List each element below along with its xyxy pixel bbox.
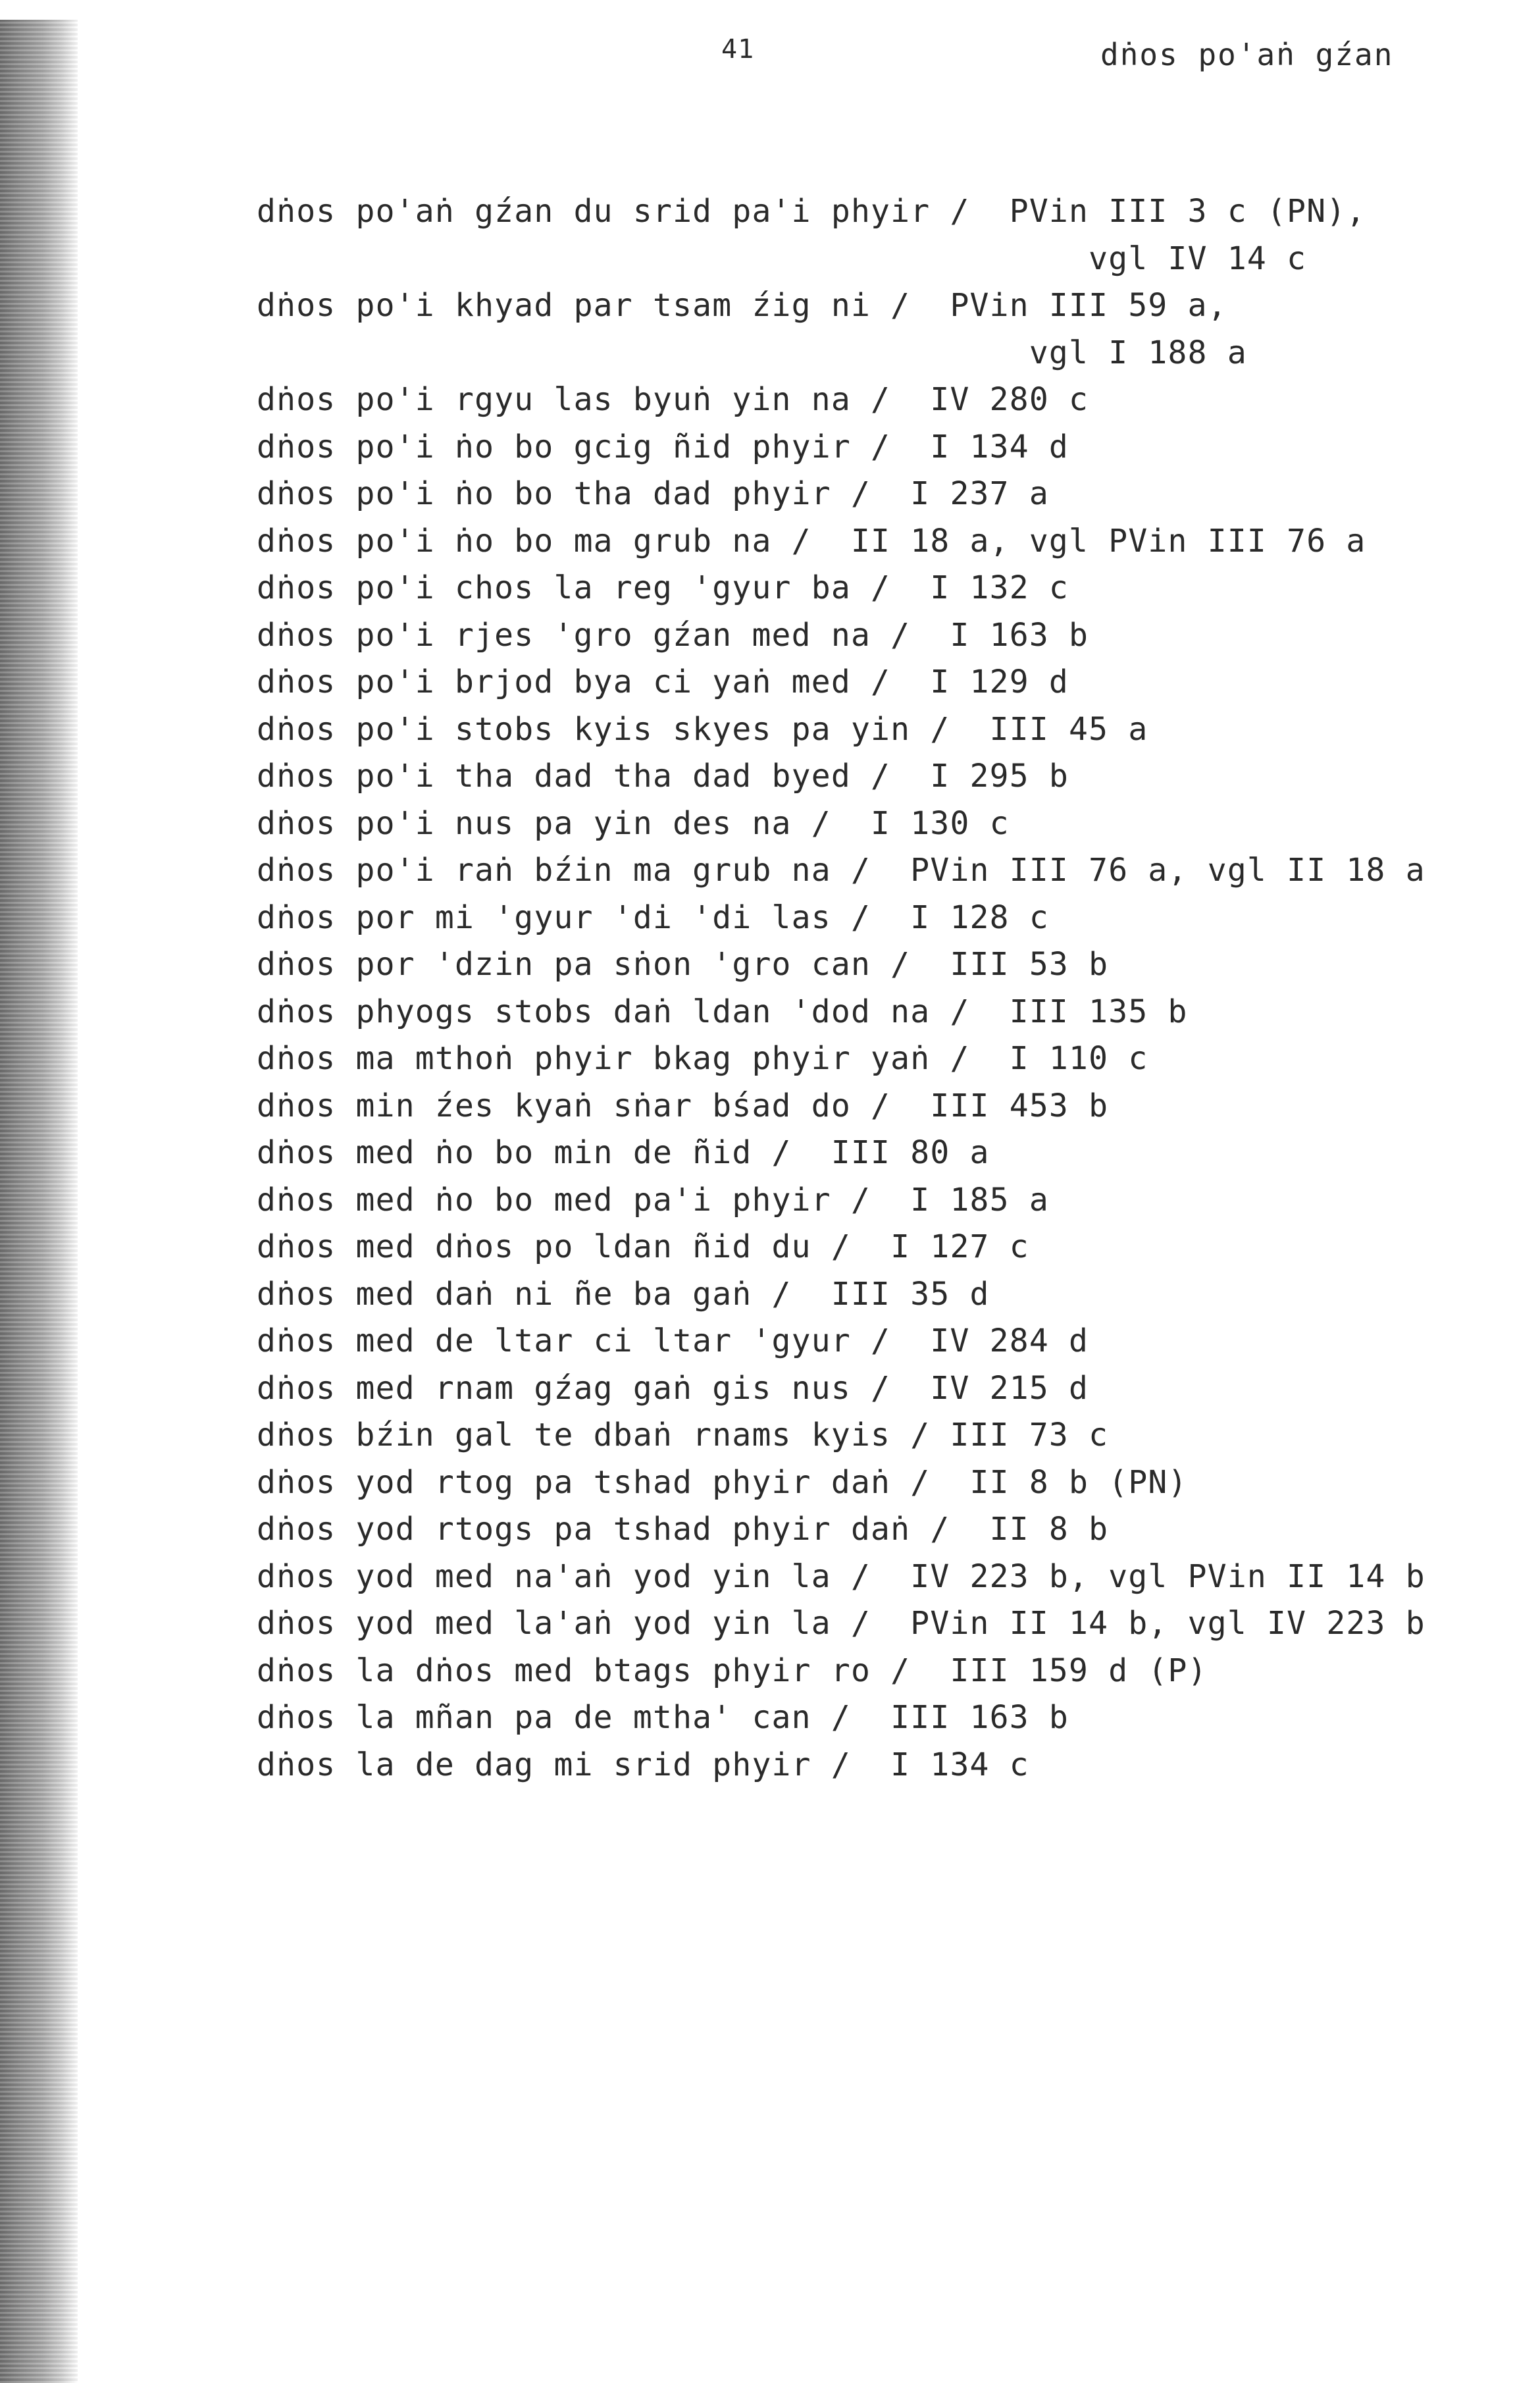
index-entry: dṅos med rnam gźag gaṅ gis nus / IV 215 d (257, 1369, 1089, 1407)
index-entry: dṅos ma mthoṅ phyir bkag phyir yaṅ / I 110 c (257, 1040, 1148, 1077)
index-entry: dṅos po'i nus pa yin des na / I 130 c (257, 804, 1010, 842)
index-entry: dṅos po'i ṅo bo tha dad phyir / I 237 a (257, 475, 1049, 512)
index-entry: dṅos po'i tha dad tha dad byed / I 295 b (257, 758, 1069, 795)
index-entry: dṅos po'i chos la reg 'gyur ba / I 132 c (257, 569, 1069, 606)
index-entry: dṅos por mi 'gyur 'di 'di las / I 128 c (257, 899, 1049, 936)
index-entry: dṅos po'i ṅo bo ma grub na / II 18 a, vgl PVin III 76 a (257, 522, 1366, 560)
index-entry: dṅos bźin gal te dbaṅ rnams kyis / III 73 c (257, 1417, 1109, 1453)
index-entry: dṅos po'i khyad par tsam źig ni / PVin III 59 a, (257, 287, 1227, 324)
index-entry-continuation: vgl I 188 a (257, 334, 1247, 371)
index-entry: dṅos po'i rjes 'gro gźan med na / I 163 b (257, 616, 1089, 654)
index-entry: dṅos po'i rgyu las byuṅ yin na / IV 280 c (257, 381, 1089, 418)
index-entry: dṅos med ṅo bo med pa'i phyir / I 185 a (257, 1181, 1049, 1218)
page-number: 41 (721, 34, 755, 65)
scan-shadow-edge (0, 20, 78, 2383)
index-entry: dṅos med daṅ ni ñe ba gaṅ / III 35 d (257, 1275, 990, 1313)
index-entry: dṅos po'i brjod bya ci yaṅ med / I 129 d (257, 664, 1069, 700)
index-entry: dṅos med dṅos po ldan ñid du / I 127 c (257, 1228, 1029, 1265)
index-entry: dṅos la mñan pa de mtha' can / III 163 b (257, 1699, 1069, 1736)
index-entry: dṅos yod med la'aṅ yod yin la / PVin II 14 b, vgl IV 223 b (257, 1605, 1425, 1642)
index-entry: dṅos la dṅos med btags phyir ro / III 159 d (P) (257, 1652, 1208, 1689)
index-entry: dṅos po'i raṅ bźin ma grub na / PVin III 76 a, vgl II 18 a (257, 852, 1425, 889)
index-entry: dṅos yod med na'aṅ yod yin la / IV 223 b, vgl PVin II 14 b (257, 1558, 1425, 1595)
index-entry: dṅos la de dag mi srid phyir / I 134 c (257, 1746, 1029, 1783)
index-entry-continuation: vgl IV 14 c (257, 240, 1307, 277)
index-entry: dṅos po'i stobs kyis skyes pa yin / III 45 a (257, 710, 1148, 748)
index-entry: dṅos po'i ṅo bo gcig ñid phyir / I 134 d (257, 428, 1069, 465)
index-entry: dṅos yod rtogs pa tshad phyir daṅ / II 8 b (257, 1511, 1109, 1548)
index-entry: dṅos por 'dzin pa sṅon 'gro can / III 53 b (257, 946, 1109, 983)
index-entry: dṅos po'aṅ gźan du srid pa'i phyir / PVin III 3 c (PN), (257, 193, 1366, 230)
running-head: dṅos po'aṅ gźan (1100, 37, 1394, 72)
index-entries (257, 188, 1507, 1789)
index-entry: dṅos med de ltar ci ltar 'gyur / IV 284 d (257, 1322, 1089, 1359)
index-entry: dṅos min źes kyaṅ sṅar bśad do / III 453 b (257, 1087, 1109, 1124)
index-entry: dṅos med ṅo bo min de ñid / III 80 a (257, 1134, 990, 1171)
index-entry: dṅos phyogs stobs daṅ ldan 'dod na / III 135 b (257, 993, 1188, 1030)
index-entry: dṅos yod rtog pa tshad phyir daṅ / II 8 b (PN) (257, 1463, 1188, 1501)
